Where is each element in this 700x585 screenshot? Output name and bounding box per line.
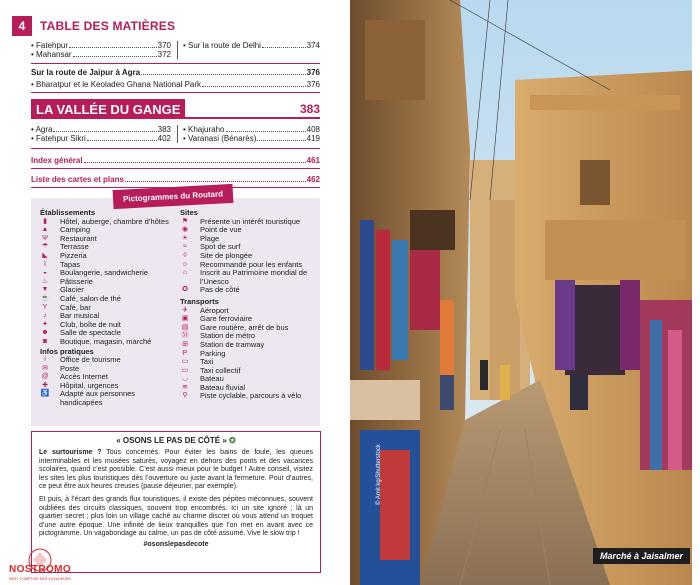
picto-label: Taxi (200, 357, 214, 367)
picto-label: Station de tramway (200, 339, 265, 349)
picto-label: Club, boîte de nuit (60, 319, 121, 329)
picto-label: Piste cyclable, parcours à vélo (200, 391, 302, 401)
section-title: LA VALLÉE DU GANGE (31, 99, 185, 119)
surf-icon: ≈ (183, 243, 187, 251)
picto-label: Restaurant (60, 233, 97, 243)
toc-entry[interactable]: • Mahansar 372 (31, 50, 171, 59)
picto-label: Recommandé pour les enfants (200, 259, 303, 269)
pictogram-tag: Pictogrammes du Routard (113, 184, 234, 209)
picto-label: Parking (200, 348, 226, 358)
picto-item (180, 392, 316, 401)
taxi-icon: ▭ (181, 358, 189, 366)
page-edge (692, 0, 700, 585)
children-icon: ☺ (181, 260, 189, 268)
unesco-icon: ⌂ (182, 269, 188, 277)
metro-icon: Ⓜ (181, 332, 189, 340)
picto-heading: Établissements (40, 208, 96, 217)
picto-label: Site de plongée (200, 250, 253, 260)
cake-icon: ♨ (41, 277, 49, 285)
picto-col-right (180, 208, 316, 401)
picto-label: Aéroport (200, 305, 229, 315)
tram-icon: ⊞ (182, 340, 188, 348)
picto-heading: Infos pratiques (40, 346, 94, 356)
info-icon: i (44, 356, 46, 364)
toc-entry[interactable]: • Sur la route de Delhi 374 (183, 41, 320, 50)
picto-label: Glacier (60, 285, 84, 295)
teacup-icon: ☕ (40, 294, 50, 302)
at-icon: @ (41, 373, 49, 381)
picto-label: Adapté aux personnes handicapées (60, 389, 136, 408)
picto-label: Café, salon de thé (60, 293, 121, 303)
hospital-icon: ✚ (42, 381, 48, 389)
picto-label: Hôtel, auberge, chambre d’hôtes (60, 216, 169, 226)
photo-page (350, 0, 700, 585)
nostromo-logo: NOSTROMO BEST COMPTOIR DES VOYAGEURS (5, 547, 75, 581)
picto-label: Boulangerie, sandwicherie (60, 268, 148, 278)
bus-icon: ▤ (181, 323, 189, 331)
picto-col-left (40, 208, 178, 408)
toc-entry[interactable]: • Agra 383 (31, 125, 171, 134)
boat-icon: ◡ (181, 375, 189, 383)
picto-label: Boutique, magasin, marché (60, 336, 152, 346)
toc-entry[interactable]: • Varanasi (Bénarès) 419 (183, 134, 320, 143)
offbeat-icon: ✪ (229, 436, 236, 445)
osons-paragraph-1: Le surtourisme ? Tous concernés. Pour éviter les bains de foule, les queues interminables et les musées saturés, voyagez en dehors des ponts et des vacances scolaires, quand c’est possible. C’est aussi mieux pour le budget ! Autre conseil, visitez les sites les plus touristiques dès l’ouverture ou juste avant la fermeture. Pour d’autres, ce peut être aux heures creuses (pause déjeuner, par exemple). (39, 449, 313, 491)
glass-icon: Y (42, 303, 48, 311)
riverboat-icon: ≋ (182, 383, 188, 391)
photo-credit: © Amit kg/Shutterstock (376, 444, 382, 505)
mail-icon: ✉ (42, 364, 48, 372)
toc-entry-maps[interactable]: Liste des cartes et plans 462 (31, 175, 320, 184)
picto-label: Bar musical (60, 311, 100, 321)
terrace-icon: ☂ (41, 243, 49, 251)
picto-label: Accès Internet (60, 372, 108, 382)
picto-item (40, 390, 178, 407)
parking-icon: P (182, 349, 188, 357)
picto-label: Bateau fluvial (200, 382, 246, 392)
toc-entry[interactable]: • Fatehpur 370 (31, 41, 171, 50)
picto-label: Bateau (200, 374, 224, 384)
picto-label: Poste (60, 363, 80, 373)
toc-top (31, 41, 320, 93)
disco-icon: ✦ (42, 320, 48, 328)
osons-title: « OSONS LE PAS DE CÔTÉ » ✪ (116, 436, 236, 445)
picto-label: Terrasse (60, 242, 89, 252)
picto-label: Pizzeria (60, 250, 87, 260)
bike-icon: ⚲ (182, 392, 188, 400)
picto-item (180, 286, 316, 295)
toc-entry-index[interactable]: Index général 461 (31, 156, 320, 165)
wheelchair-icon: ♿ (40, 390, 50, 398)
flag-icon: ⚑ (181, 217, 189, 225)
picto-label: Point de vue (200, 225, 242, 235)
osons-paragraph-2: Et puis, à l’écart des grands flux touristiques, il existe des pépites méconnues, souvent oubliées des circuits classiques, souvent trop encombrés. Ici un site ignoré ; là un quartier secret ; plus loin un village caché au charme discret où vous attend un troquet d’une autre époque. Une infinité de lieux tranquilles que l’on met en avant avec ce pictogramme. Un vagabondage au calme, un pas de côté assumé. Vive le slow trip ! (39, 495, 313, 538)
offbeat-icon: ✪ (182, 286, 188, 294)
picto-label: Salle de spectacle (60, 328, 121, 338)
picto-label: Gare ferroviaire (200, 314, 253, 324)
osons-hashtag[interactable]: #osonslepasdecote (143, 540, 209, 548)
picto-label: Café, bar (60, 302, 91, 312)
shared-taxi-icon: ▭ (181, 366, 189, 374)
picto-heading: Sites (180, 208, 198, 217)
jaisalmer-market-photo (350, 0, 700, 585)
train-icon: ▣ (181, 315, 189, 323)
picto-item (40, 338, 178, 347)
picto-label: Inscrit au Patrimoine mondial de l’Unesco (200, 268, 308, 286)
picto-item (180, 269, 316, 286)
picto-label: Tapas (60, 259, 81, 269)
beach-icon: ☀ (181, 234, 189, 242)
music-icon: ♪ (43, 312, 47, 320)
plane-icon: ✈ (182, 306, 188, 314)
picto-label: Camping (60, 225, 91, 235)
toc-mid (31, 125, 320, 188)
picto-label: Hôpital, urgences (60, 380, 119, 390)
section-page: 383 (299, 102, 320, 116)
page-title: TABLE DES MATIÈRES (40, 19, 176, 33)
picto-label: Présente un intérêt touristique (200, 216, 301, 226)
pizza-icon: ◣ (42, 251, 48, 259)
shopping-icon: ◙ (42, 337, 48, 345)
bread-icon: ◒ (42, 269, 48, 277)
pictogram-legend (31, 189, 320, 426)
theater-icon: ☻ (41, 329, 49, 337)
toc-entry[interactable]: • Khajuraho 408 (183, 125, 320, 134)
picto-label: Gare routière, arrêt de bus (200, 322, 289, 332)
page-number: 4 (12, 16, 32, 36)
picto-label: Plage (200, 233, 220, 243)
restaurant-icon: Ψ (42, 234, 48, 242)
toc-entry-route[interactable]: Sur la route de Jaipur à Agra 376 (31, 68, 320, 77)
picto-label: Office de tourisme (60, 355, 121, 365)
icecream-icon: ▼ (41, 286, 49, 294)
diving-icon: ◊ (183, 251, 187, 259)
tapas-icon: ⌇ (43, 260, 47, 268)
picto-label: Station de métro (200, 331, 256, 341)
section-banner[interactable] (31, 99, 320, 119)
hotel-icon: ▮ (43, 217, 47, 225)
picto-label: Pas de côté (200, 285, 240, 295)
viewpoint-icon: ◉ (181, 226, 189, 234)
photo-caption: Marché à Jaisalmer (593, 548, 690, 564)
toc-entry[interactable]: • Fatehpur Sikri 402 (31, 134, 171, 143)
picto-label: Taxi collectif (200, 365, 241, 375)
picto-label: Pâtisserie (60, 276, 93, 286)
page-header (12, 16, 175, 36)
toc-entry[interactable]: • Bharatpur et le Keoladeo Ghana National Park 376 (31, 80, 320, 89)
picto-heading: Transports (180, 296, 219, 306)
tent-icon: ▲ (41, 226, 49, 234)
picto-label: Spot de surf (200, 242, 241, 252)
